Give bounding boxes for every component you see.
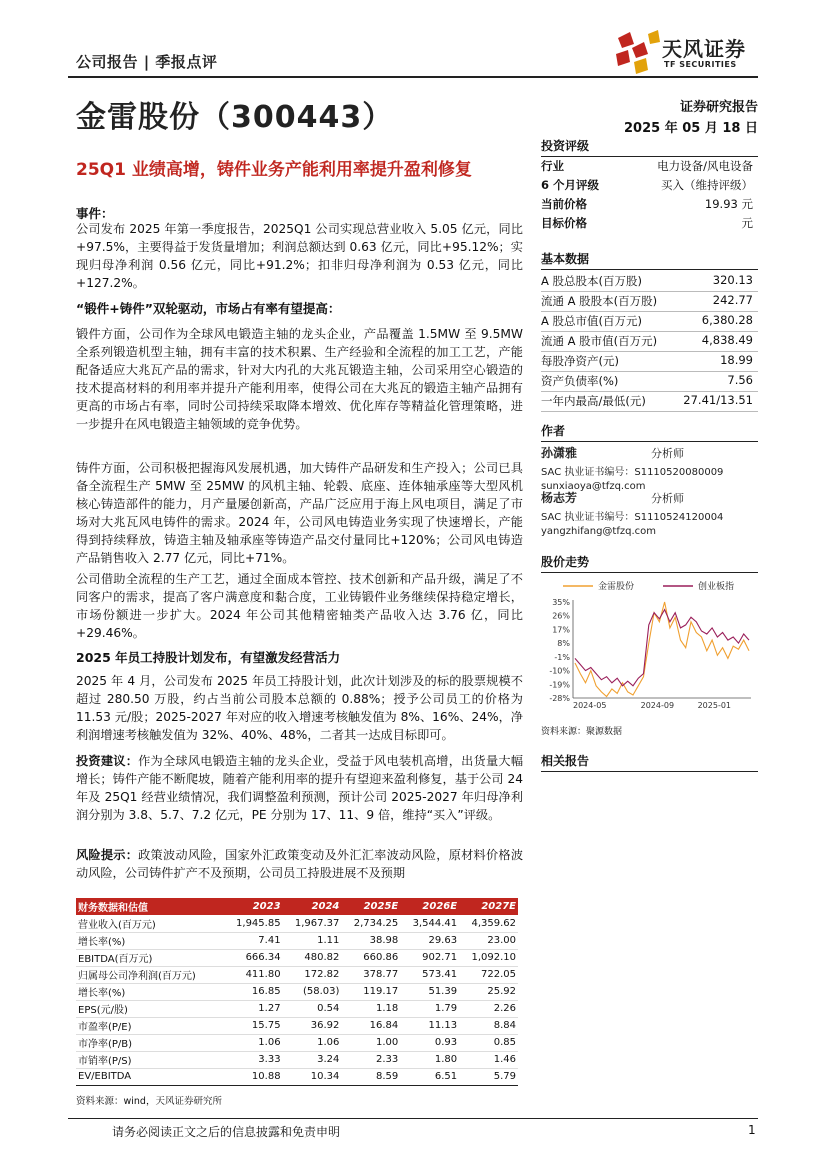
table-cell: 4,359.62 bbox=[459, 915, 518, 932]
table-cell: 573.41 bbox=[400, 966, 459, 983]
legend-label: 创业板指 bbox=[698, 582, 735, 592]
author-2 bbox=[541, 489, 758, 537]
x-tick-label: 2025-01 bbox=[697, 701, 732, 710]
basic-data-label: 流通 A 股股本(百万股) bbox=[541, 294, 658, 308]
table-cell: 市净率(P/B) bbox=[76, 1034, 224, 1051]
row-divider bbox=[541, 411, 758, 412]
table-header-cell: 2023 bbox=[224, 898, 283, 915]
y-tick-label: -28% bbox=[549, 694, 570, 703]
price-value: 19.93 元 bbox=[704, 197, 753, 211]
author-role: 分析师 bbox=[651, 492, 684, 505]
event-title: 事件： bbox=[76, 206, 114, 221]
rating-value: 买入（维持评级） bbox=[661, 178, 753, 192]
investment-text: 作为全球风电锻造主轴的龙头企业，受益于风电装机高增，出货量大幅增长；铸件产能不断爬坡，随着产能利用率的提升有望迎来盈利修复，基于公司 24 年及 25Q1 经营业绩情况，我们调整盈利预测，预计公司 2025-2027 年归母净利润分别为 3.8、5.7、7.2 亿元，PE 分别为 17、11、9 倍，维持“买入”评级。 bbox=[76, 754, 524, 822]
rating-label: 6 个月评级 bbox=[541, 178, 600, 192]
paragraph-esop: 2025 年 4 月，公司发布 2025 年员工持股计划，此次计划涉及的标的股票规模不超过 280.50 万股，约占当前公司股本总额的 0.88%；授予公司员工的价格为 11.53 元/股；2025-2027 年对应的收入增速考核触发值为 8%、16%、24%，净利润增速考核触发值为 32%、40%、48%，二者其一达成目标即可。 bbox=[76, 674, 523, 742]
logo-text: 天风证券 bbox=[662, 37, 746, 61]
table-cell: 2.33 bbox=[341, 1051, 400, 1068]
table-cell: 1.00 bbox=[341, 1034, 400, 1051]
basic-data-title: 基本数据 bbox=[541, 250, 758, 270]
table-cell: 172.82 bbox=[283, 966, 342, 983]
table-cell: 1.18 bbox=[341, 1000, 400, 1017]
row-divider bbox=[541, 391, 758, 392]
row-divider bbox=[541, 371, 758, 372]
target-value: 元 bbox=[741, 216, 753, 230]
table-cell: 11.13 bbox=[400, 1017, 459, 1034]
table-row bbox=[76, 1034, 518, 1051]
table-cell: EV/EBITDA bbox=[76, 1068, 224, 1085]
basic-data-value: 320.13 bbox=[712, 273, 753, 287]
stock-trend-title: 股价走势 bbox=[541, 553, 758, 573]
basic-data-row bbox=[541, 333, 753, 352]
table-header-cell: 2024 bbox=[283, 898, 342, 915]
y-tick-label: 35% bbox=[552, 598, 570, 607]
table-cell: 666.34 bbox=[224, 949, 283, 966]
company-title: 金雷股份（300443） bbox=[76, 100, 394, 135]
table-cell: 3.24 bbox=[283, 1051, 342, 1068]
paragraph-process: 公司借助全流程的生产工艺，通过全面成本管控、技术创新和产品升级，满足了不同客户的需求，提高了客户满意度和黏合度，工业铸锻件业务继续保持稳定增长，市场份额进一步扩大。2024 年公司其他精密轴类产品收入达 3.76 亿，同比+29.46%。 bbox=[76, 572, 523, 640]
basic-data-value: 18.99 bbox=[720, 353, 753, 367]
author-1 bbox=[541, 444, 758, 492]
table-cell: 1.06 bbox=[224, 1034, 283, 1051]
table-source: 资料来源：wind，天风证券研究所 bbox=[76, 1096, 222, 1107]
table-cell: 16.84 bbox=[341, 1017, 400, 1034]
table-cell: 38.98 bbox=[341, 932, 400, 949]
basic-data-value: 27.41/13.51 bbox=[683, 393, 753, 407]
table-cell: 8.59 bbox=[341, 1068, 400, 1085]
basic-data-value: 7.56 bbox=[727, 373, 753, 387]
table-cell: 25.92 bbox=[459, 983, 518, 1000]
author-name: 孙潇雅 bbox=[541, 446, 578, 460]
footer-disclaimer: 请务必阅读正文之后的信息披露和免责申明 bbox=[112, 1125, 341, 1139]
stock-trend-chart bbox=[541, 576, 758, 712]
table-cell: 1,945.85 bbox=[224, 915, 283, 932]
table-cell: 1,092.10 bbox=[459, 949, 518, 966]
y-tick-label: 8% bbox=[557, 639, 570, 649]
author-email[interactable]: sunxiaoya@tfzq.com bbox=[541, 481, 646, 492]
table-cell: 16.85 bbox=[224, 983, 283, 1000]
table-cell: 5.79 bbox=[459, 1068, 518, 1085]
row-divider bbox=[541, 291, 758, 292]
table-cell: 6.51 bbox=[400, 1068, 459, 1085]
basic-data-value: 242.77 bbox=[712, 293, 753, 307]
author-name: 杨志芳 bbox=[541, 491, 578, 505]
basic-data-label: 流通 A 股市值(百万元) bbox=[541, 334, 658, 348]
table-cell: 市盈率(P/E) bbox=[76, 1017, 224, 1034]
y-tick-label: -19% bbox=[549, 680, 570, 690]
subsection-title-1: “锻件+铸件”双轮驱动，市场占有率有望提高： bbox=[76, 301, 341, 316]
table-cell: 1.80 bbox=[400, 1051, 459, 1068]
x-tick-label: 2024-09 bbox=[640, 701, 675, 710]
legend-label: 金雷股份 bbox=[598, 582, 635, 592]
industry-row bbox=[541, 158, 753, 177]
table-header-cell: 2026E bbox=[400, 898, 459, 915]
risk-label: 风险提示： bbox=[76, 848, 139, 862]
investment-label: 投资建议： bbox=[76, 754, 139, 768]
x-tick-label: 2024-05 bbox=[573, 701, 607, 710]
table-cell: 29.63 bbox=[400, 932, 459, 949]
paragraph-forging: 锻件方面，公司作为全球风电锻造主轴的龙头企业，产品覆盖 1.5MW 至 9.5MW 全系列锻造机型主轴，拥有丰富的技术积累、生产经验和全流程的加工工艺，产能配备适应大兆瓦产品的需求，针对大内孔的大兆瓦锻造主轴，公司采用空心锻造的技术提高材料的利用率并提升产能利用率，使得公司在大兆瓦的锻造主轴产品拥有更高的市场占有率，同时公司持续采取降本增效、优化库存等精益化管理策略，进一步提升在风电锻造主轴领域的竞争优势。 bbox=[76, 327, 523, 431]
table-cell: 8.84 bbox=[459, 1017, 518, 1034]
price-label: 当前价格 bbox=[541, 197, 587, 211]
author-email[interactable]: yangzhifang@tfzq.com bbox=[541, 526, 657, 537]
basic-data-label: 一年内最高/最低(元) bbox=[541, 394, 646, 408]
table-cell: 10.88 bbox=[224, 1068, 283, 1085]
y-tick-label: -10% bbox=[549, 666, 570, 676]
table-cell: 51.39 bbox=[400, 983, 459, 1000]
doc-type: 证券研究报告 bbox=[679, 100, 758, 115]
basic-data-row bbox=[541, 353, 753, 372]
table-cell: 2.26 bbox=[459, 1000, 518, 1017]
table-cell: 3.33 bbox=[224, 1051, 283, 1068]
y-tick-label: 17% bbox=[552, 625, 570, 635]
table-row bbox=[76, 1051, 518, 1068]
risk-warning bbox=[76, 846, 523, 882]
industry-label: 行业 bbox=[541, 159, 564, 173]
header-divider bbox=[68, 76, 758, 78]
risk-text: 政策波动风险，国家外汇政策变动及外汇汇率波动风险，原材料价格波动风险，公司铸件扩产不及预期，公司员工持股进展不及预期 bbox=[76, 848, 524, 880]
basic-data-value: 6,380.28 bbox=[701, 313, 753, 327]
table-header-cell: 2025E bbox=[341, 898, 400, 915]
investment-advice bbox=[76, 752, 523, 824]
table-row bbox=[76, 983, 518, 1000]
table-cell: EBITDA(百万元) bbox=[76, 949, 224, 966]
basic-data-row bbox=[541, 373, 753, 392]
basic-data-row bbox=[541, 313, 753, 332]
table-cell: 119.17 bbox=[341, 983, 400, 1000]
table-header-row bbox=[76, 898, 518, 915]
table-cell: 722.05 bbox=[459, 966, 518, 983]
financial-table bbox=[76, 898, 518, 1086]
basic-data-label: 资产负债率(%) bbox=[541, 374, 619, 388]
table-cell: 归属母公司净利润(百万元) bbox=[76, 966, 224, 983]
event-paragraph: 公司发布 2025 年第一季度报告，2025Q1 公司实现总营业收入 5.05 亿元，同比+97.5%，主要得益于发货量增加；利润总额达到 0.63 亿元，同比+95.12%；实现归母净利润 0.56 亿元，同比+91.2%；扣非归母净利润为 0.53 亿元，同比+127.2%。 bbox=[76, 222, 523, 290]
table-cell: 0.54 bbox=[283, 1000, 342, 1017]
table-cell: (58.03) bbox=[283, 983, 342, 1000]
table-cell: 7.41 bbox=[224, 932, 283, 949]
basic-data-row bbox=[541, 293, 753, 312]
table-row bbox=[76, 949, 518, 966]
table-row bbox=[76, 1000, 518, 1017]
row-divider bbox=[541, 331, 758, 332]
basic-data-row bbox=[541, 393, 753, 412]
table-body bbox=[76, 915, 518, 1085]
y-tick-label: -1% bbox=[554, 652, 570, 662]
y-tick-label: 26% bbox=[552, 611, 570, 621]
rating-section-title: 投资评级 bbox=[541, 137, 758, 157]
author-cert: SAC 执业证书编号：S1110524120004 bbox=[541, 512, 724, 523]
table-cell: 1.11 bbox=[283, 932, 342, 949]
industry-value: 电力设备/风电设备 bbox=[657, 159, 753, 173]
table-cell: 3,544.41 bbox=[400, 915, 459, 932]
report-date: 2025 年 05 月 18 日 bbox=[624, 121, 758, 136]
report-type: 公司报告 | 季报点评 bbox=[76, 53, 218, 71]
table-header-cell: 财务数据和估值 bbox=[76, 898, 224, 915]
row-divider bbox=[541, 351, 758, 352]
related-reports-title: 相关报告 bbox=[541, 752, 758, 772]
page-number: 1 bbox=[748, 1123, 756, 1137]
rating-row bbox=[541, 177, 753, 196]
author-cert: SAC 执业证书编号：S1110520080009 bbox=[541, 467, 724, 478]
table-row bbox=[76, 932, 518, 949]
table-cell: 378.77 bbox=[341, 966, 400, 983]
price-row bbox=[541, 196, 753, 215]
table-row bbox=[76, 1017, 518, 1034]
author-role: 分析师 bbox=[651, 447, 684, 460]
table-row bbox=[76, 915, 518, 932]
series-line-1 bbox=[575, 602, 749, 697]
table-cell: 902.71 bbox=[400, 949, 459, 966]
table-cell: 增长率(%) bbox=[76, 983, 224, 1000]
table-cell: 10.34 bbox=[283, 1068, 342, 1085]
paragraph-casting: 铸件方面，公司积极把握海风发展机遇，加大铸件产品研发和生产投入；公司已具备全流程生产 5MW 至 25MW 的风机主轴、轮毂、底座、连体轴承座等大型风机核心铸造部件的能力，月产量屡创新高，产品广泛应用于海上风电项目，满足了市场对大兆瓦风电铸件的需求。2024 年，公司风电铸造业务实现了快速增长，产能得到持续释放，铸造主轴及轴承座等铸造产品交付量同比+120%；公司风电铸造产品销售收入 2.77 亿元，同比+71%。 bbox=[76, 461, 523, 565]
basic-data-label: A 股总市值(百万元) bbox=[541, 314, 642, 328]
table-row bbox=[76, 1068, 518, 1085]
table-header-cell: 2027E bbox=[459, 898, 518, 915]
table-cell: 1.79 bbox=[400, 1000, 459, 1017]
table-cell: 市销率(P/S) bbox=[76, 1051, 224, 1068]
table-row bbox=[76, 966, 518, 983]
table-cell: 1.06 bbox=[283, 1034, 342, 1051]
author-section-title: 作者 bbox=[541, 422, 758, 442]
basic-data-value: 4,838.49 bbox=[701, 333, 753, 347]
table-cell: 1.46 bbox=[459, 1051, 518, 1068]
table-cell: 营业收入(百万元) bbox=[76, 915, 224, 932]
table-cell: 480.82 bbox=[283, 949, 342, 966]
table-cell: 411.80 bbox=[224, 966, 283, 983]
logo-subtext: TF SECURITIES bbox=[664, 60, 737, 69]
table-cell: 660.86 bbox=[341, 949, 400, 966]
basic-data-label: A 股总股本(百万股) bbox=[541, 274, 642, 288]
table-cell: 1,967.37 bbox=[283, 915, 342, 932]
table-cell: 0.93 bbox=[400, 1034, 459, 1051]
table-cell: 36.92 bbox=[283, 1017, 342, 1034]
table-cell: 1.27 bbox=[224, 1000, 283, 1017]
table-cell: EPS(元/股) bbox=[76, 1000, 224, 1017]
basic-data-row bbox=[541, 273, 753, 292]
basic-data-label: 每股净资产(元) bbox=[541, 354, 619, 368]
table-cell: 增长率(%) bbox=[76, 932, 224, 949]
subsection-title-2: 2025 年员工持股计划发布，有望激发经营活力 bbox=[76, 650, 341, 665]
chart-source: 资料来源：聚源数据 bbox=[541, 727, 623, 737]
table-cell: 23.00 bbox=[459, 932, 518, 949]
target-label: 目标价格 bbox=[541, 216, 587, 230]
table-cell: 15.75 bbox=[224, 1017, 283, 1034]
table-cell: 2,734.25 bbox=[341, 915, 400, 932]
row-divider bbox=[541, 311, 758, 312]
main-headline: 25Q1 业绩高增，铸件业务产能利用率提升盈利修复 bbox=[76, 160, 472, 180]
target-row bbox=[541, 215, 753, 234]
table-cell: 0.85 bbox=[459, 1034, 518, 1051]
footer-divider bbox=[68, 1118, 758, 1119]
